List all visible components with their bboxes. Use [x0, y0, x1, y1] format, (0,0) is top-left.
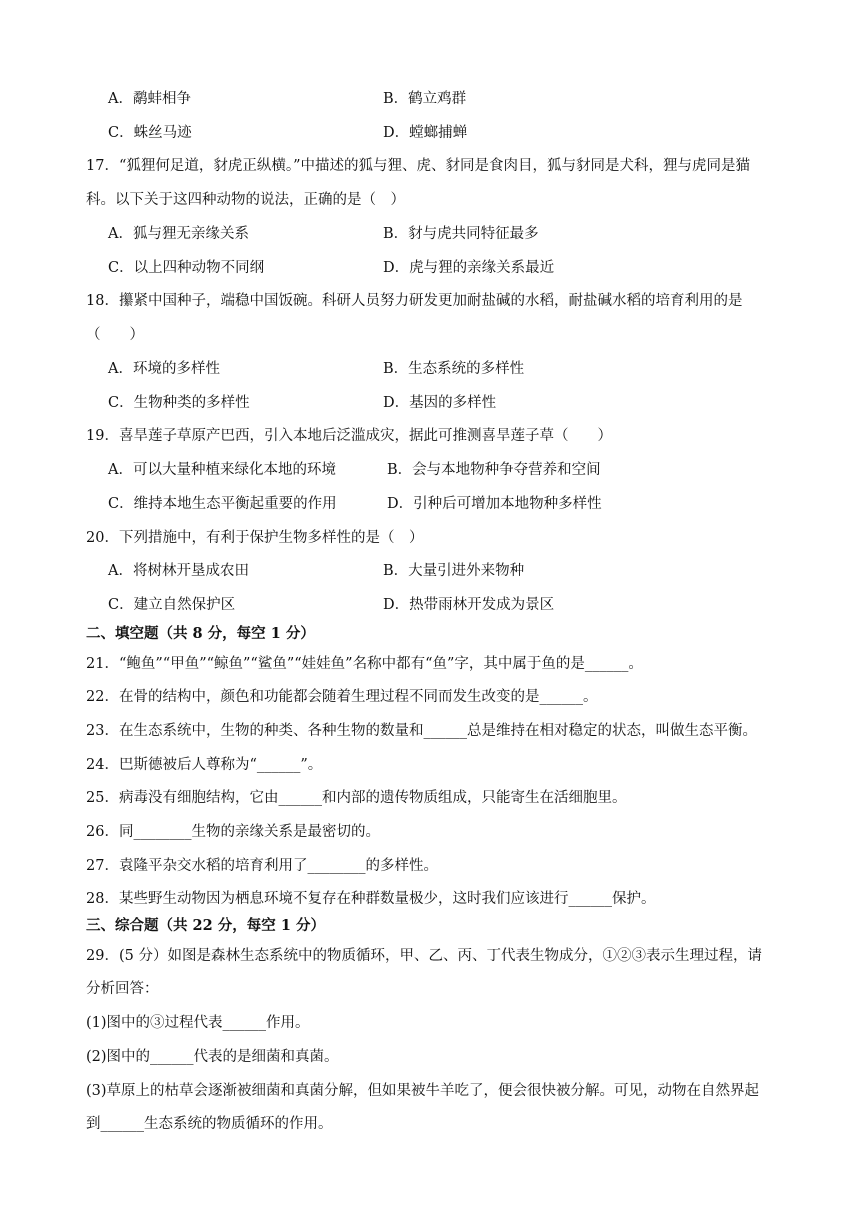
q16-option-d: D．螳螂捕蝉 — [383, 125, 468, 141]
q18-option-c: C．生物种类的多样性 — [108, 395, 250, 411]
q19-option-a: A．可以大量种植来绿化本地的环境 — [108, 462, 336, 478]
q20-option-c: C．建立自然保护区 — [108, 597, 236, 613]
q29-sub3-line1: (3)草原上的枯草会逐渐被细菌和真菌分解，但如果被牛羊吃了，便会很快被分解。可见，动物在自然界起 — [86, 1083, 760, 1099]
q18-option-d: D．基因的多样性 — [383, 395, 497, 411]
q29-sub3-line2: 到______生态系统的物质循环的作用。 — [86, 1116, 333, 1132]
q17-stem-line1: 17．“狐狸何足道，豺虎正纵横。”中描述的狐与狸、虎、豺同是食肉目，狐与豺同是犬科，狸与虎同是猫 — [86, 158, 751, 174]
q29-sub1: (1)图中的③过程代表______作用。 — [86, 1015, 310, 1031]
q23: 23．在生态系统中，生物的种类、各种生物的数量和______总是维持在相对稳定的状态，叫做生态平衡。 — [86, 723, 757, 739]
q27: 27．袁隆平杂交水稻的培育利用了________的多样性。 — [86, 858, 438, 874]
q16-option-c: C．蛛丝马迹 — [108, 125, 192, 141]
q17-stem-line2: 科。以下关于这四种动物的说法，正确的是（ ） — [86, 192, 405, 208]
q26: 26．同________生物的亲缘关系是最密切的。 — [86, 824, 380, 840]
q18-option-a: A．环境的多样性 — [108, 361, 220, 377]
q29-stem-line2: 分析回答： — [86, 981, 159, 997]
q20-option-d: D．热带雨林开发成为景区 — [383, 597, 555, 613]
q17-option-c: C．以上四种动物不同纲 — [108, 260, 265, 276]
q16-option-b: B．鹤立鸡群 — [383, 91, 467, 107]
q29-sub2: (2)图中的______代表的是细菌和真菌。 — [86, 1049, 339, 1065]
q25: 25．病毒没有细胞结构，它由______和内部的遗传物质组成，只能寄生在活细胞里。 — [86, 790, 627, 806]
q19-option-c: C．维持本地生态平衡起重要的作用 — [108, 496, 337, 512]
q18-stem-line1: 18．攥紧中国种子，端稳中国饭碗。科研人员努力研发更加耐盐碱的水稻，耐盐碱水稻的培育利用的是 — [86, 293, 743, 309]
section2-title: 二、填空题（共 8 分，每空 1 分） — [86, 625, 315, 642]
q17-option-a: A．狐与狸无亲缘关系 — [108, 226, 249, 242]
q17-option-b: B．豺与虎共同特征最多 — [383, 226, 539, 242]
q21: 21．“鲍鱼”“甲鱼”“鲸鱼”“鲨鱼”“娃娃鱼”名称中都有“鱼”字，其中属于鱼的是______。 — [86, 656, 643, 672]
section3-title: 三、综合题（共 22 分，每空 1 分） — [86, 917, 325, 934]
q22: 22．在骨的结构中，颜色和功能都会随着生理过程不同而发生改变的是______。 — [86, 689, 598, 705]
q24: 24．巴斯德被后人尊称为“______”。 — [86, 757, 323, 773]
q28: 28．某些野生动物因为栖息环境不复存在种群数量极少，这时我们应该进行______保护。 — [86, 891, 656, 907]
q19-option-b: B．会与本地物种争夺营养和空间 — [387, 462, 601, 478]
q20-stem: 20．下列措施中，有利于保护生物多样性的是（ ） — [86, 530, 424, 546]
q20-option-b: B．大量引进外来物种 — [383, 563, 525, 579]
q16-option-a: A．鹬蚌相争 — [108, 91, 191, 107]
q18-stem-line2: （ ） — [86, 327, 144, 343]
q29-stem-line1: 29．(5 分）如图是森林生态系统中的物质循环，甲、乙、丙、丁代表生物成分，①②③表示生理过程，请 — [86, 948, 762, 964]
q17-option-d: D．虎与狸的亲缘关系最近 — [383, 260, 555, 276]
q18-option-b: B．生态系统的多样性 — [383, 361, 525, 377]
q19-stem: 19．喜旱莲子草原产巴西，引入本地后泛滥成灾，据此可推测喜旱莲子草（ ） — [86, 428, 612, 444]
q19-option-d: D．引种后可增加本地物种多样性 — [387, 496, 602, 512]
q20-option-a: A．将树林开垦成农田 — [108, 563, 249, 579]
